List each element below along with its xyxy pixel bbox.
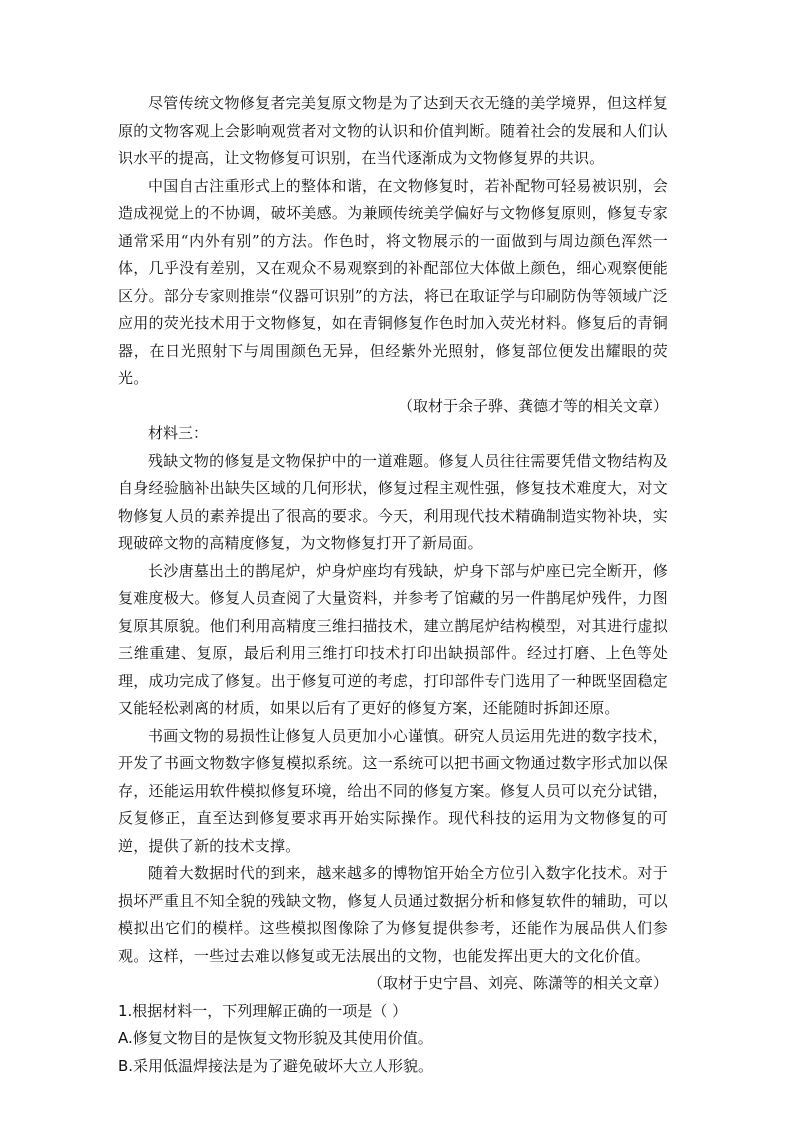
paragraph: 书画文物的易损性让修复人员更加小心谨慎。研究人员运用先进的数字技术，开发了书画文物数字修复模拟系统。这一系统可以把书画文物通过数字形式加以保存，还能运用软件模拟修复环境，给出不同的修复方案。修复人员可以充分试错，反复修正，直至达到修复要求再开始实际操作。现代科技的运用为文物修复的可逆，提供了新的技术支撑。: [118, 726, 668, 855]
source-citation: （取材于余子骅、龚德才等的相关文章）: [397, 396, 668, 415]
section-heading: 材料三：: [148, 424, 209, 442]
paragraph: 随着大数据时代的到来，越来越多的博物馆开始全方位引入数字化技术。对于损坏严重且不知全貌的残缺文物，修复人员通过数据分析和修复软件的辅助，可以模拟出它们的模样。这些模拟图像除了为修复提供参考，还能作为展品供人们参观。这样，一些过去难以修复或无法展出的文物，也能发挥出更大的文化价值。: [118, 864, 668, 965]
paragraph: 尽管传统文物修复者完美复原文物是为了达到天衣无缝的美学境界，但这样复原的文物客观上会影响观赏者对文物的认识和价值判断。随着社会的发展和人们认识水平的提高，让文物修复可识别，在当代逐渐成为文物修复界的共识。: [118, 94, 668, 167]
paragraph: 残缺文物的修复是文物保护中的一道难题。修复人员往往需要凭借文物结构及自身经验脑补出缺失区域的几何形状，修复过程主观性强，修复技术难度大，对文物修复人员的素养提出了很高的要求。今天，利用现代技术精确制造实物补块，实现破碎文物的高精度修复，为文物修复打开了新局面。: [118, 451, 668, 552]
paragraph: 长沙唐墓出土的鹊尾炉，炉身炉座均有残缺，炉身下部与炉座已完全断开，修复难度极大。修复人员查阅了大量资料，并参考了馆藏的另一件鹊尾炉残件，力图复原其原貌。他们利用高精度三维扫描技术，建立鹊尾炉结构模型，对其进行虚拟三维重建、复原，最后利用三维打印技术打印出缺损部件。经过打磨、上色等处理，成功完成了修复。出于修复可逆的考虑，打印部件专门选用了一种既坚固稳定又能轻松剥离的材质，如果以后有了更好的修复方案，还能随时拆卸还原。: [118, 561, 668, 717]
paragraph: 中国自古注重形式上的整体和谐，在文物修复时，若补配物可轻易被识别，会造成视觉上的不协调，破坏美感。为兼顾传统美学偏好与文物修复原则，修复专家通常采用“内外有别”的方法。作色时，将文物展示的一面做到与周边颜色浑然一体，几乎没有差别，又在观众不易观察到的补配部位大体做上颜色，细心观察便能区分。部分专家则推崇“仪器可识别”的方法，将已在取证学与印刷防伪等领域广泛应用的荧光技术用于文物修复，如在青铜修复作色时加入荧光材料。修复后的青铜器，在日光照射下与周围颜色无异，但经紫外光照射，修复部位便发出耀眼的荧光。: [118, 176, 668, 387]
source-citation: （取材于史宁昌、刘亮、陈潇等的相关文章）: [367, 974, 668, 992]
document-page: [118, 90, 668, 1080]
answer-option-b: B.采用低温焊接法是为了避免破坏大立人形貌。: [118, 1056, 434, 1075]
answer-option-a: A.修复文物目的是恢复文物形貌及其使用价值。: [118, 1029, 433, 1047]
question-stem: 1.根据材料一，下列理解正确的一项是（ ）: [118, 1001, 408, 1020]
